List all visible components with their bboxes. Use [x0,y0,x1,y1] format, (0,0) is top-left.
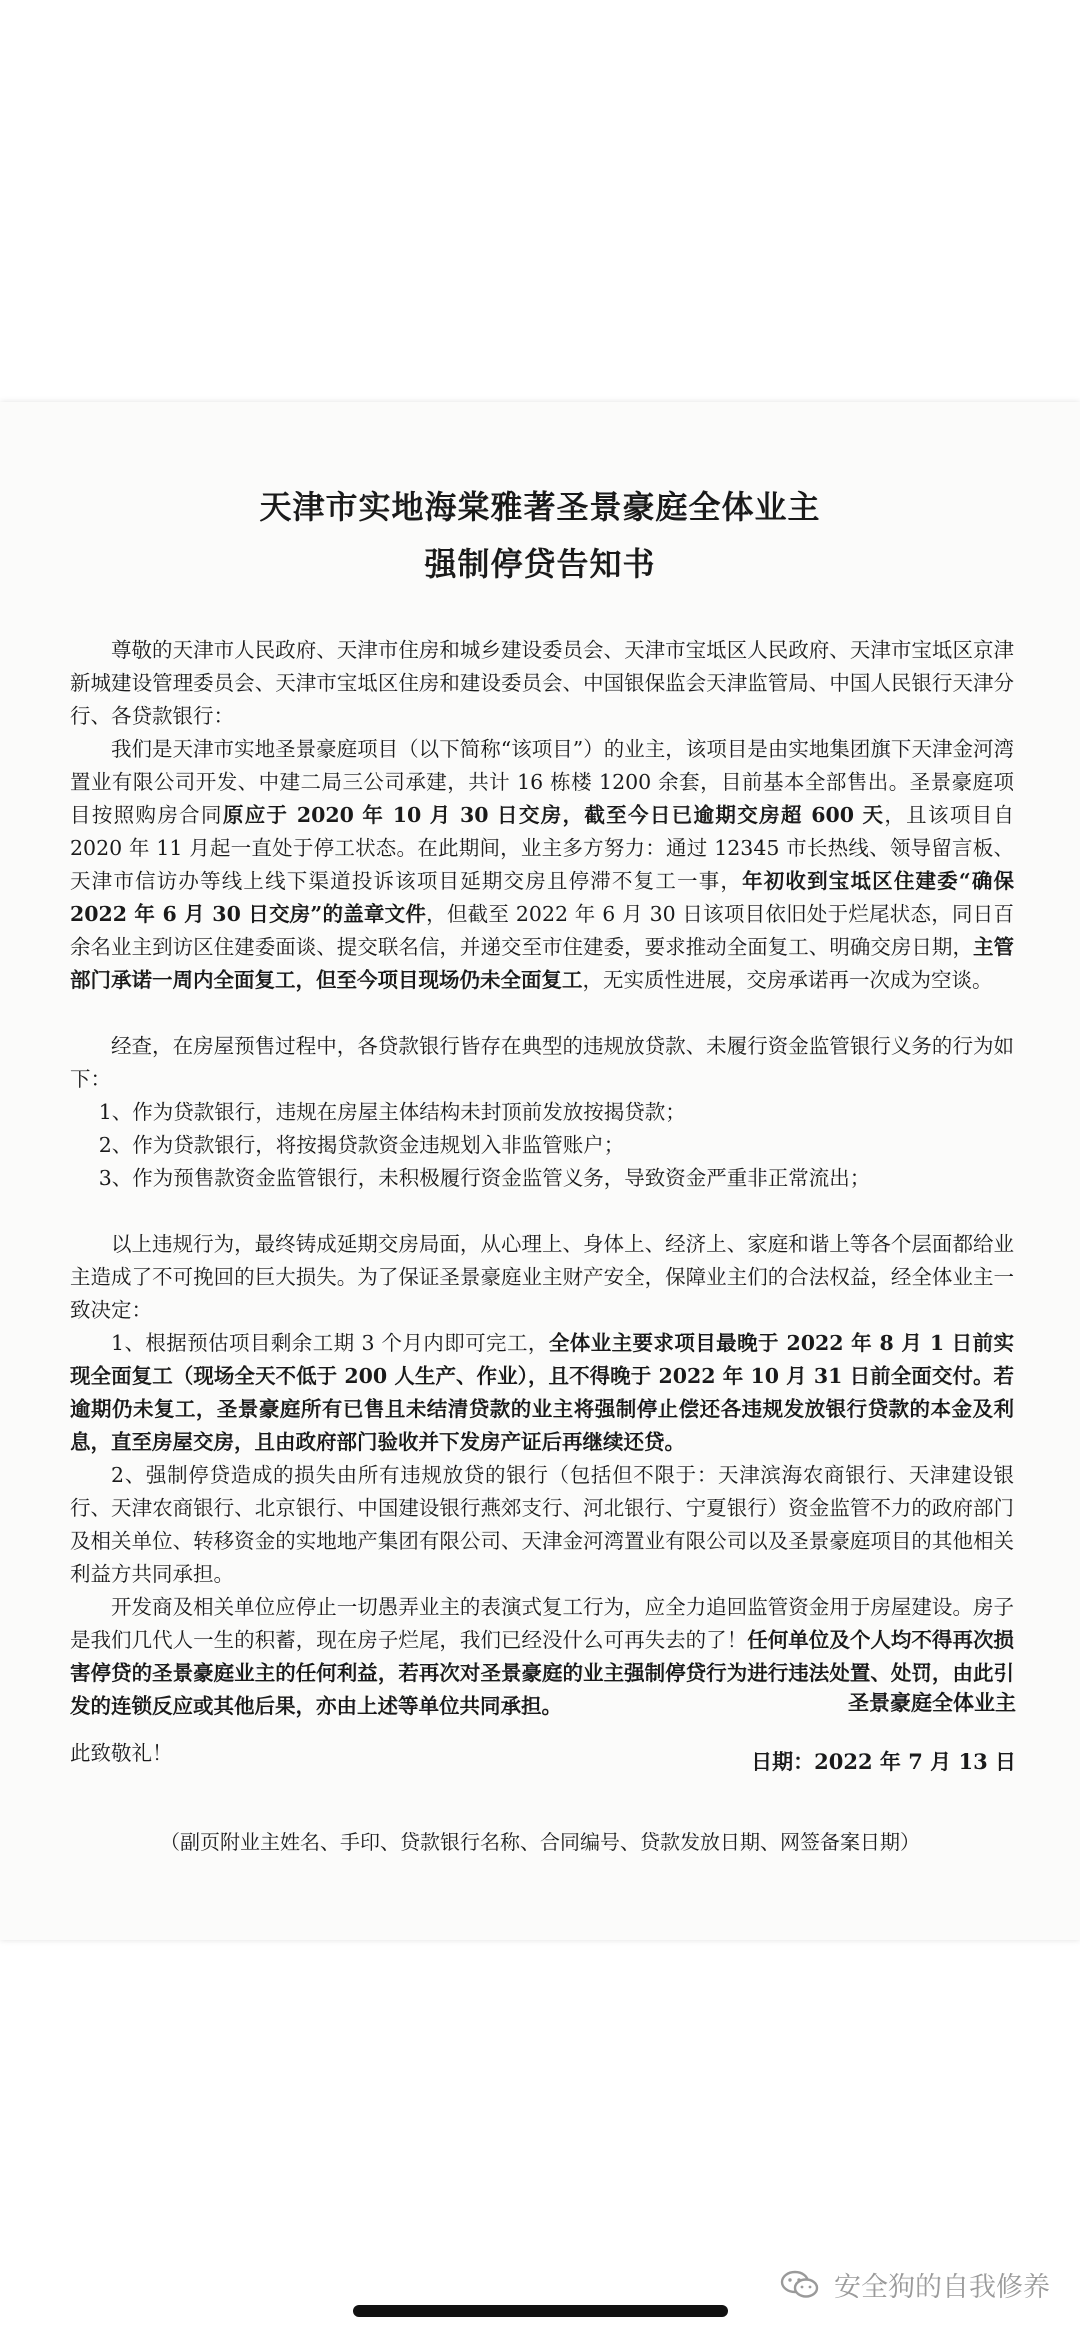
closing-line: 此致敬礼！ [70,1741,173,1765]
warning-paragraph: 开发商及相关单位应停止一切愚弄业主的表演式复工行为，应全力追回监管资金用于房屋建设。房子是我们几代人一生的积蓄，现在房子烂尾，我们已经没什么可再失去的了！任何单位及个人均不得再次损害停贷的圣景豪庭业主的任何利益，若再次对圣景豪庭的业主强制停贷行为进行违法处置、处罚，由此引发的连锁反应或其他后果，亦由上述等单位共同承担。 [70,1595,1015,1718]
violation-item: 3、作为预售款资金监管银行，未积极履行资金监管义务，导致资金严重非正常流出； [98,1166,871,1190]
document-title: 天津市实地海棠雅著圣景豪庭全体业主 [259,488,821,526]
signature-date: 日期：2022 年 7 月 13 日 [751,1749,1016,1774]
findings-paragraph: 经查，在房屋预售过程中，各贷款银行皆存在典型的违规放贷款、未履行资金监管银行义务的行为如下： [70,1034,1014,1091]
violation-item: 1、作为贷款银行，违规在房屋主体结构未封顶前发放按揭贷款； [98,1100,686,1124]
decision-item-2: 2、强制停贷造成的损失由所有违规放贷的银行（包括但不限于：天津滨海农商银行、天津建设银行、天津农商银行、北京银行、中国建设银行燕郊支行、河北银行、宁夏银行）资金监管不力的政府部门及相关单位、转移资金的实地地产集团有限公司、天津金河湾置业有限公司以及圣景豪庭项目的其他相关利益方共同承担。 [70,1463,1014,1586]
signature: 圣景豪庭全体业主 [848,1690,1016,1715]
background-paragraph: 我们是天津市实地圣景豪庭项目（以下简称“该项目”）的业主，该项目是由实地集团旗下天津金河湾置业有限公司开发、中建二局三公司承建，共计 16 栋楼 1200 余套，目前基本全部售出。圣景豪庭项目按照购房合同原应于 2020 年 10 月 30 日交房，截至今日已逾期交房超 600 天，且该项目自 2020 年 11 月起一直处于停工状态。在此期间，业主多方努力：通过 12345 市长热线、领导留言板、天津市信访办等线上线下渠道投诉该项目延期交房且停滞不复工一事，年初收到宝坻区住建委“确保 2022 年 6 月 30 日交房”的盖章文件，但截至 2022 年 6 月 30 日该项目依旧处于烂尾状态，同日百余名业主到访区住建委面谈、提交联名信，并递交至市住建委，要求推动全面复工、明确交房日期，主管部门承诺一周内全面复工，但至今项目现场仍未全面复工，无实质性进展，交房承诺再一次成为空谈。 [70,737,1015,992]
consequence-paragraph: 以上违规行为，最终铸成延期交房局面，从心理上、身体上、经济上、家庭和谐上等各个层面都给业主造成了不可挽回的巨大损失。为了保证圣景豪庭业主财产安全，保障业主们的合法权益，经全体业主一致决定： [70,1232,1014,1322]
footnote: （副页附业主姓名、手印、贷款银行名称、合同编号、贷款发放日期、网签备案日期） [160,1830,920,1854]
wechat-icon [780,2270,820,2300]
home-indicator[interactable] [353,2305,728,2317]
salutation-paragraph: 尊敬的天津市人民政府、天津市住房和城乡建设委员会、天津市宝坻区人民政府、天津市宝坻区京津新城建设管理委员会、天津市宝坻区住房和建设委员会、中国银保监会天津监管局、中国人民银行天津分行、各贷款银行： [70,638,1014,728]
document-subtitle: 强制停贷告知书 [424,545,656,583]
document-body [70,634,1014,1770]
watermark [780,2265,1050,2304]
decision-item-1: 1、根据预估项目剩余工期 3 个月内即可完工，全体业主要求项目最晚于 2022 年 8 月 1 日前实现全面复工（现场全天不低于 200 人生产、作业），且不得晚于 2022 年 10 月 31 日前全面交付。若逾期仍未复工，圣景豪庭所有已售且未结清贷款的业主将强制停止偿还各违规发放银行贷款的本金及利息，直至房屋交房，且由政府部门验收并下发房产证后再继续还贷。 [70,1331,1014,1454]
watermark-text: 安全狗的自我修养 [834,2272,1050,2303]
violation-item: 2、作为贷款银行，将按揭贷款资金违规划入非监管账户； [98,1133,625,1157]
document-page [0,402,1080,1940]
